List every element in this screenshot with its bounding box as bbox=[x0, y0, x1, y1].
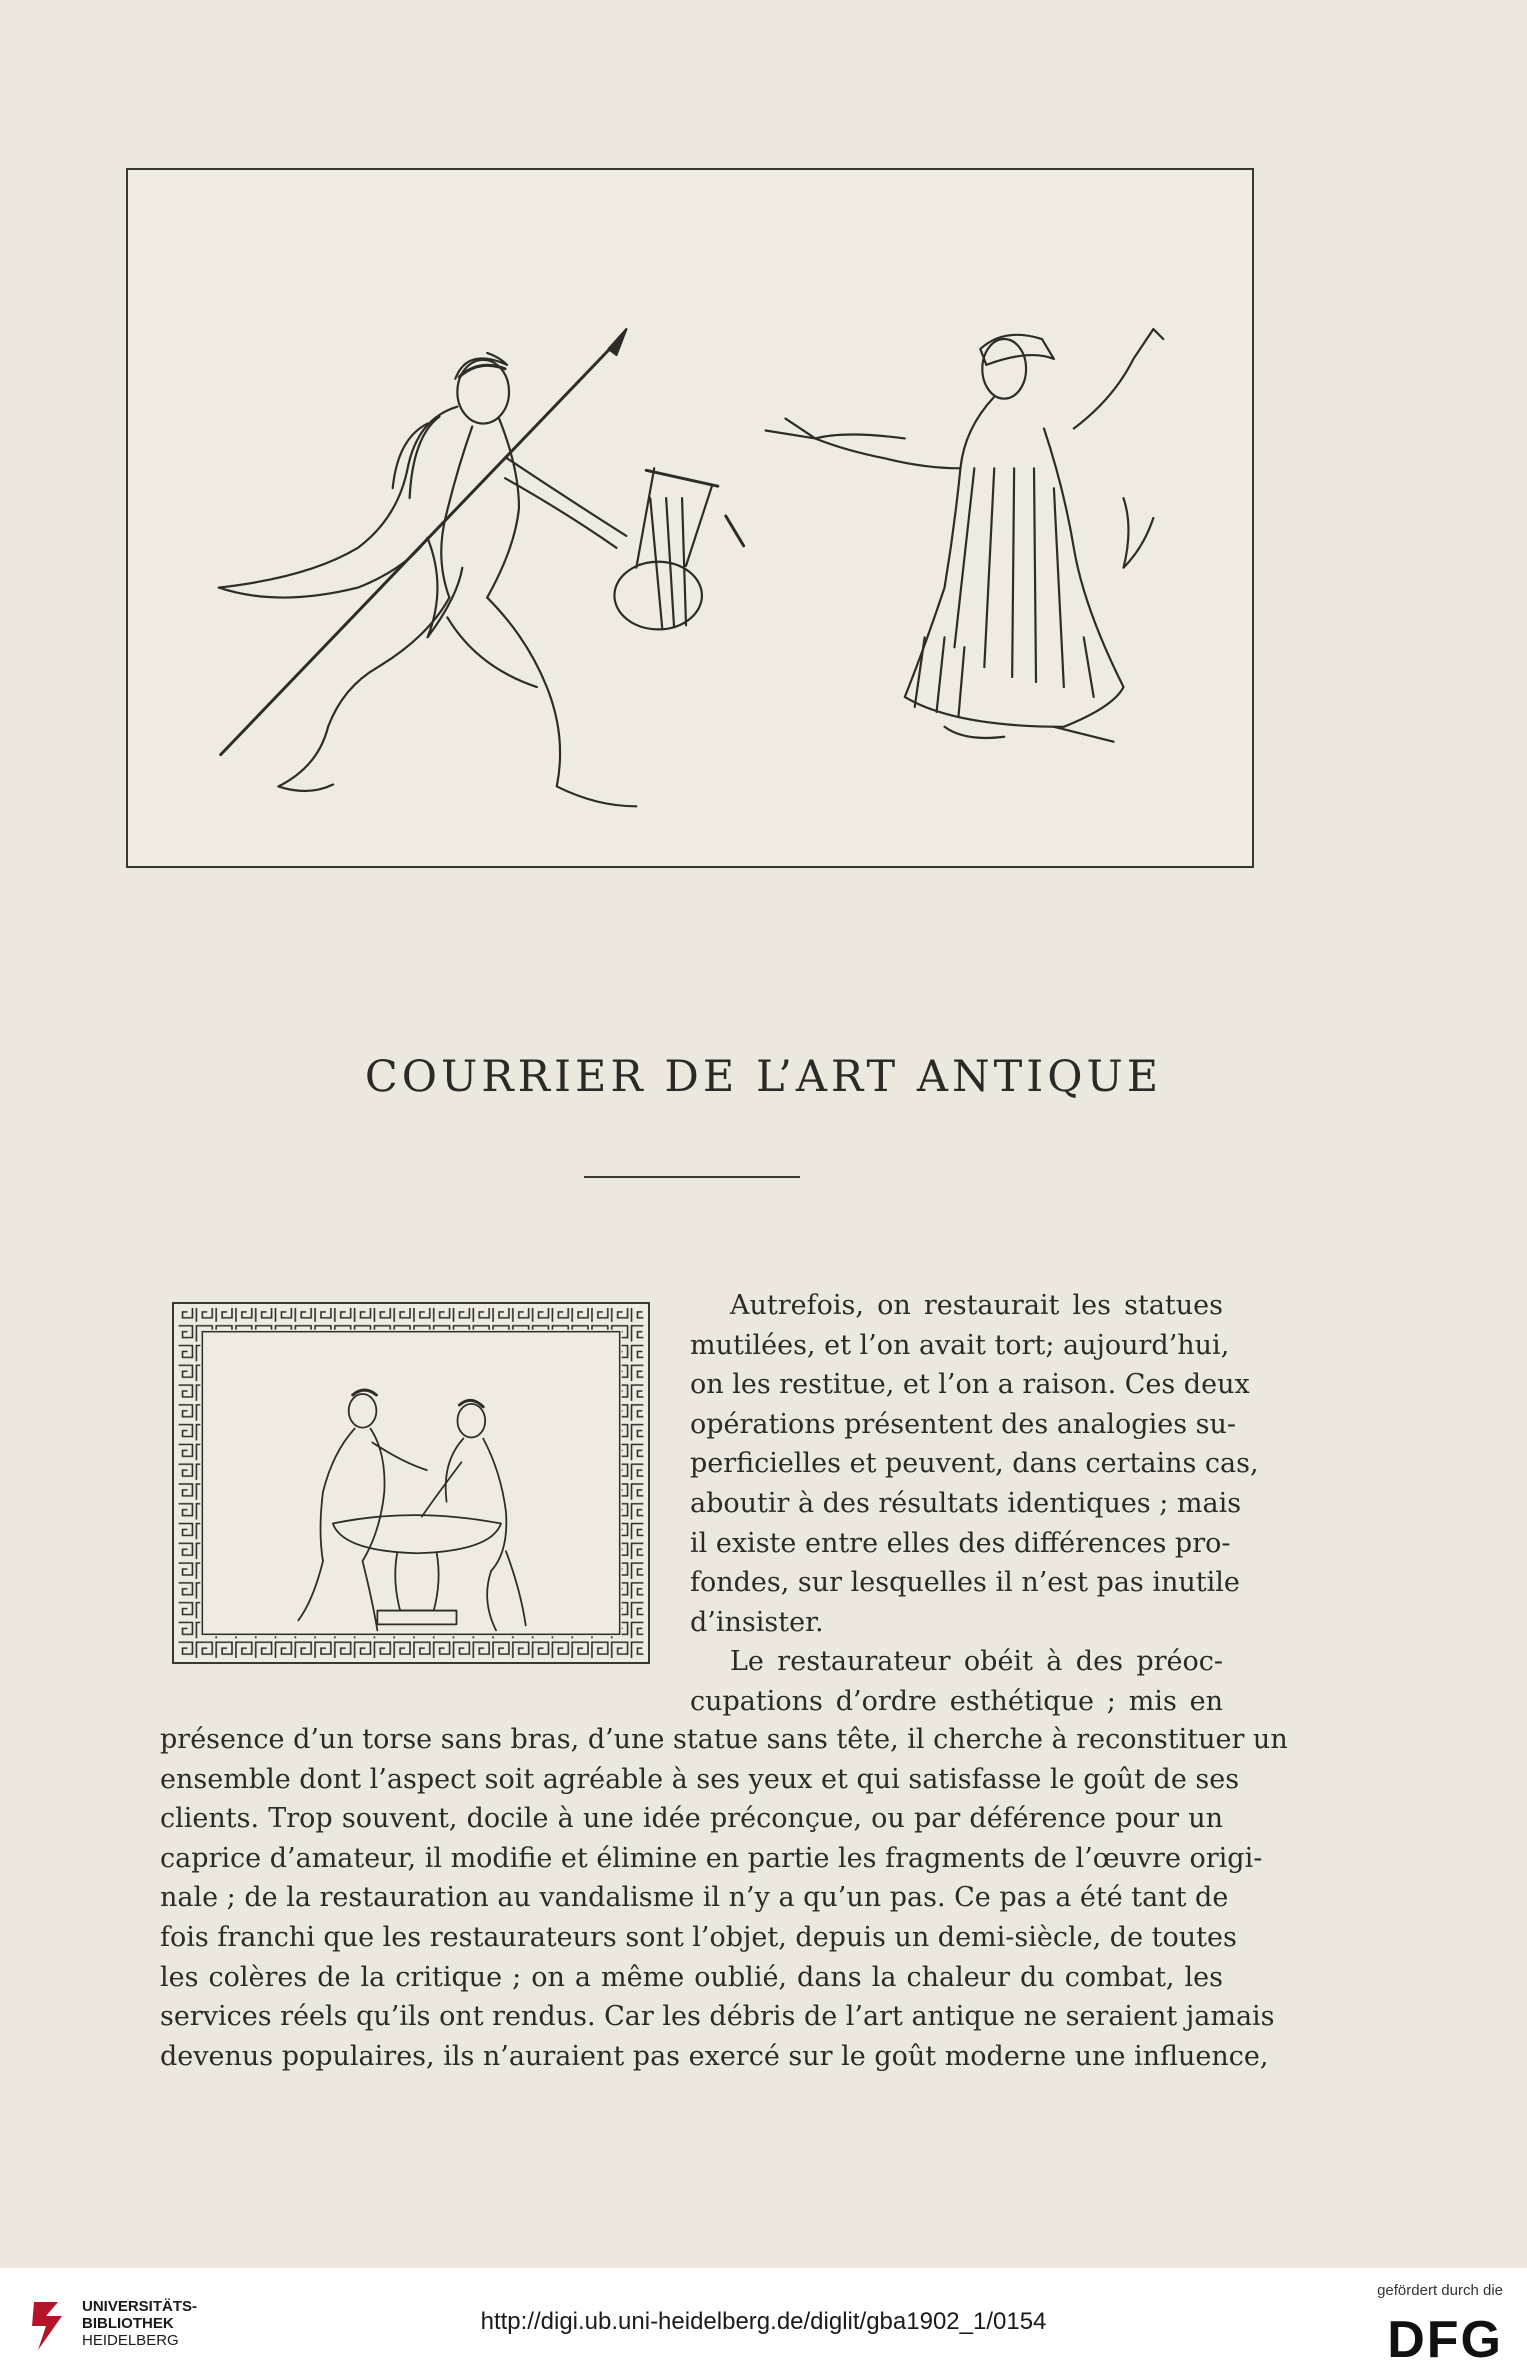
vase-drawing-figures bbox=[128, 170, 1252, 866]
text-line: fois franchi que les restaurateurs sont l’objet, depuis un demi-siècle, de toutes bbox=[160, 1921, 1237, 1953]
text-line: clients. Trop souvent, docile à une idée préconçue, ou par déférence pour un bbox=[160, 1803, 1223, 1835]
text-line: perficielles et peuvent, dans certains cas, bbox=[690, 1448, 1259, 1480]
meander-bordered-drawing bbox=[174, 1304, 648, 1662]
text-line: présence d’un torse sans bras, d’une statue sans tête, il cherche à reconstituer un bbox=[160, 1724, 1288, 1755]
text-line: les colères de la critique ; on a même oublié, dans la chaleur du combat, les bbox=[160, 1961, 1223, 1993]
dfg-logo: DFG bbox=[1387, 2311, 1503, 2369]
text-line: caprice d’amateur, il modifie et élimine en partie les fragments de l’œuvre origi- bbox=[160, 1842, 1263, 1874]
text-line: cupations d’ordre esthétique ; mis en bbox=[690, 1685, 1223, 1717]
text-line: d’insister. bbox=[690, 1606, 824, 1638]
text-line: Autrefois, on restaurait les statues bbox=[730, 1290, 1223, 1321]
text-line: mutilées, et l’on avait tort; aujourd’hui, bbox=[690, 1329, 1230, 1361]
library-line: BIBLIOTHEK bbox=[82, 2315, 174, 2332]
text-line: Le restaurateur obéit à des préoc- bbox=[730, 1646, 1223, 1678]
text-line: aboutir à des résultats identiques ; mais bbox=[690, 1487, 1242, 1519]
text-line: devenus populaires, ils n’auraient pas exercé sur le goût moderne une influence, bbox=[160, 2040, 1269, 2072]
library-line: HEIDELBERG bbox=[82, 2332, 179, 2349]
text-line: nale ; de la restauration au vandalisme il n’y a qu’un pas. Ce pas a été tant de bbox=[160, 1882, 1229, 1914]
article-text-wide-column bbox=[160, 1720, 1288, 2076]
source-url-link[interactable]: http://digi.ub.uni-heidelberg.de/diglit/gba1902_1/0154 bbox=[480, 2308, 1047, 2335]
text-line: fondes, sur lesquelles il n’est pas inutile bbox=[690, 1567, 1240, 1599]
text-line: opérations présentent des analogies su- bbox=[690, 1408, 1237, 1440]
library-line: UNIVERSITÄTS- bbox=[82, 2298, 198, 2315]
text-line: ensemble dont l’aspect soit agréable à ses yeux et qui satisfasse le goût de ses bbox=[160, 1763, 1240, 1795]
funding-note: gefördert durch die bbox=[1377, 2282, 1503, 2299]
text-line: services réels qu’ils ont rendus. Car les débris de l’art antique ne seraient jamais bbox=[160, 2001, 1275, 2033]
article-title: COURRIER DE L’ART ANTIQUE bbox=[364, 1052, 1163, 1102]
text-line: on les restitue, et l’on a raison. Ces deux bbox=[690, 1369, 1250, 1401]
digitization-footer bbox=[0, 2268, 1527, 2379]
illustration-two-figures-at-basin bbox=[172, 1302, 650, 1664]
text-line: il existe entre elles des différences pro- bbox=[690, 1527, 1231, 1559]
title-divider bbox=[584, 1176, 800, 1178]
illustration-apollo-and-woman bbox=[126, 168, 1254, 868]
article-text-narrow-column bbox=[690, 1286, 1259, 1722]
